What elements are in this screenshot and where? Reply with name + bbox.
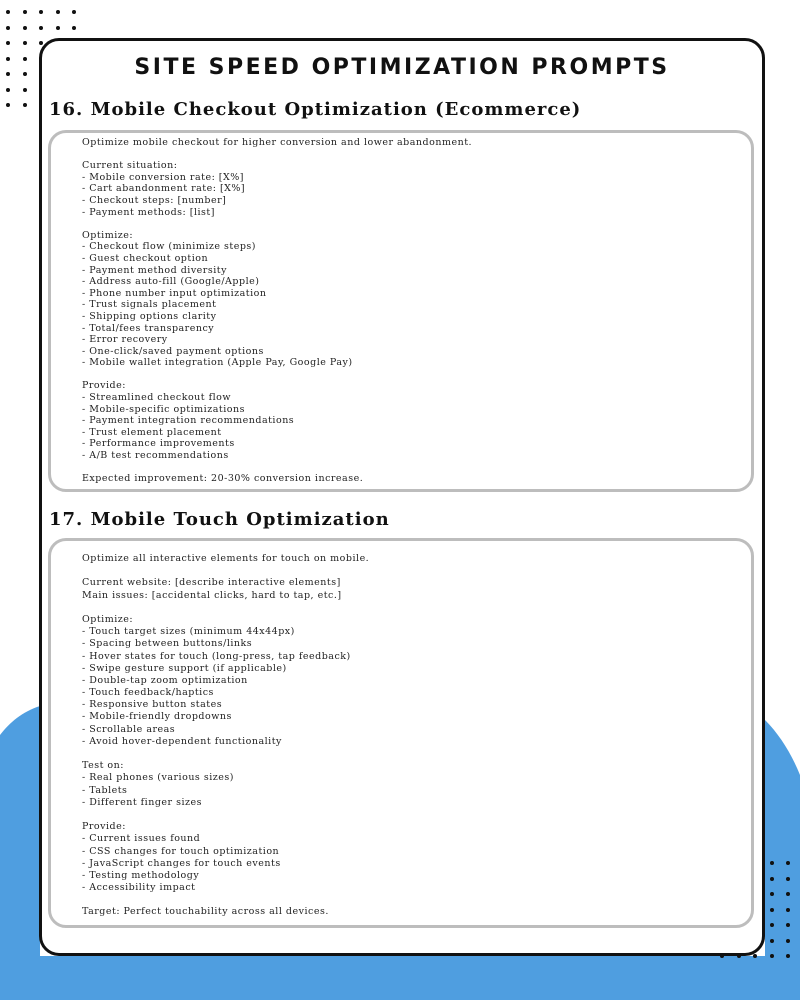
decorative-dot: [23, 10, 27, 14]
prompt-line: - Mobile conversion rate: [X%]: [82, 171, 245, 183]
prompt-line: Target: Perfect touchability across all devices.: [82, 906, 329, 918]
prompt-line: - Payment integration recommendations: [82, 415, 295, 427]
blue-shape-left: [0, 706, 40, 1000]
prompt-line: - Performance improvements: [82, 438, 235, 450]
prompt-line: - Address auto-fill (Google/Apple): [82, 276, 260, 288]
prompt-line: - Checkout flow (minimize steps): [82, 241, 256, 253]
prompt-line: - Touch feedback/haptics: [82, 687, 214, 699]
prompt-line: - Guest checkout option: [82, 252, 209, 264]
prompt-line: Optimize:: [82, 229, 134, 241]
prompt-line: Test on:: [82, 760, 124, 772]
decorative-dot: [770, 861, 774, 865]
decorative-dot: [23, 72, 27, 76]
prompt-line: - Checkout steps: [number]: [82, 194, 227, 206]
decorative-dot: [6, 26, 10, 30]
prompt-line: Optimize:: [82, 613, 134, 625]
prompt-line: - Error recovery: [82, 334, 168, 346]
content-card: [39, 38, 765, 956]
prompt-line: [82, 894, 741, 906]
decorative-dot: [786, 923, 790, 927]
prompt-line: - Responsive button states: [82, 699, 223, 711]
prompt-line: Provide:: [82, 821, 126, 833]
prompt-box-16: [48, 130, 754, 492]
decorative-dot: [6, 103, 10, 107]
prompt-line: - Shipping options clarity: [82, 310, 217, 322]
decorative-dot: [56, 10, 60, 14]
decorative-dot: [6, 57, 10, 61]
decorative-dot: [6, 41, 10, 45]
prompt-line: - Phone number input optimization: [82, 287, 267, 299]
prompt-line: - Total/fees transparency: [82, 322, 215, 334]
prompt-line: - Tablets: [82, 784, 128, 796]
prompt-line: - Double-tap zoom optimization: [82, 674, 248, 686]
prompt-line: - Accessibility impact: [82, 882, 196, 894]
prompt-line: [82, 748, 741, 760]
prompt-line: Main issues: [accidental clicks, hard to tap, etc.]: [82, 589, 342, 601]
section-heading-17: 17. Mobile Touch Optimization: [49, 509, 390, 530]
decorative-dot: [23, 88, 27, 92]
prompt-line: - One-click/saved payment options: [82, 345, 264, 357]
prompt-line: - CSS changes for touch optimization: [82, 845, 280, 857]
prompt-line: - Streamlined checkout flow: [82, 392, 232, 404]
decorative-dot: [23, 103, 27, 107]
decorative-dot: [770, 908, 774, 912]
prompt-line: [82, 565, 741, 577]
prompt-line: - Current issues found: [82, 833, 201, 845]
prompt-line: - Spacing between buttons/links: [82, 638, 253, 650]
decorative-dot: [786, 892, 790, 896]
prompt-line: Expected improvement: 20-30% conversion increase.: [82, 473, 364, 485]
decorative-dot: [39, 26, 43, 30]
section-heading-16: 16. Mobile Checkout Optimization (Ecommerce): [49, 99, 582, 120]
prompt-line: - JavaScript changes for touch events: [82, 857, 281, 869]
prompt-line: - Payment method diversity: [82, 264, 227, 276]
decorative-dot: [39, 41, 43, 45]
prompt-text-16: [82, 137, 741, 485]
prompt-line: - Real phones (various sizes): [82, 772, 234, 784]
decorative-dot: [6, 72, 10, 76]
prompt-box-17: [48, 538, 754, 928]
page-title: SITE SPEED OPTIMIZATION PROMPTS: [134, 55, 670, 80]
decorative-dot: [6, 10, 10, 14]
prompt-line: [82, 369, 741, 381]
decorative-dot: [786, 861, 790, 865]
decorative-dot: [786, 877, 790, 881]
prompt-line: - Testing methodology: [82, 869, 200, 881]
prompt-line: - Cart abandonment rate: [X%]: [82, 183, 246, 195]
decorative-dot: [6, 88, 10, 92]
prompt-line: - Avoid hover-dependent functionality: [82, 735, 282, 747]
prompt-line: - Different finger sizes: [82, 796, 203, 808]
prompt-text-17: [82, 553, 741, 919]
prompt-line: - Trust element placement: [82, 426, 222, 438]
prompt-line: [82, 218, 741, 230]
prompt-line: [82, 462, 741, 474]
prompt-line: - Mobile wallet integration (Apple Pay, Google Pay): [82, 357, 353, 369]
decorative-dot: [786, 939, 790, 943]
prompt-line: - Trust signals placement: [82, 299, 217, 311]
decorative-dot: [56, 26, 60, 30]
prompt-line: Current situation:: [82, 160, 178, 172]
prompt-line: [82, 602, 741, 614]
decorative-dot: [72, 10, 76, 14]
decorative-dot: [770, 892, 774, 896]
prompt-line: Optimize all interactive elements for touch on mobile.: [82, 553, 370, 564]
prompt-line: - A/B test recommendations: [82, 450, 229, 462]
prompt-line: - Mobile-specific optimizations: [82, 403, 245, 415]
prompt-line: - Touch target sizes (minimum 44x44px): [82, 626, 295, 638]
decorative-dot: [23, 57, 27, 61]
decorative-dot: [770, 923, 774, 927]
prompt-line: Optimize mobile checkout for higher conversion and lower abandonment.: [82, 137, 473, 148]
prompt-line: - Scrollable areas: [82, 723, 176, 735]
decorative-dot: [39, 10, 43, 14]
prompt-line: - Mobile-friendly dropdowns: [82, 711, 232, 723]
prompt-line: Provide:: [82, 380, 126, 392]
blue-shape-bottom: [0, 956, 800, 1000]
decorative-dot: [786, 908, 790, 912]
decorative-dot: [786, 954, 790, 958]
prompt-line: - Payment methods: [list]: [82, 206, 215, 218]
decorative-dot: [770, 877, 774, 881]
decorative-dot: [23, 41, 27, 45]
prompt-line: [82, 149, 741, 161]
prompt-line: - Swipe gesture support (if applicable): [82, 662, 287, 674]
decorative-dot: [770, 939, 774, 943]
prompt-line: - Hover states for touch (long-press, tap feedback): [82, 650, 351, 662]
prompt-line: Current website: [describe interactive elements]: [82, 577, 341, 589]
decorative-dot: [753, 954, 757, 958]
decorative-dot: [23, 26, 27, 30]
decorative-dot: [72, 26, 76, 30]
decorative-dot: [770, 954, 774, 958]
prompt-line: [82, 809, 741, 821]
